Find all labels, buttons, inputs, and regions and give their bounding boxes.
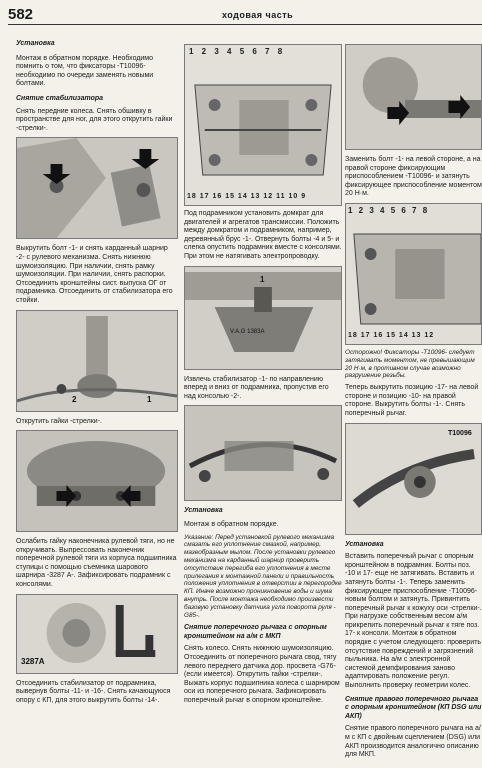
paragraph-install: Монтаж в обратном порядке. Необходимо помнить о том, что фиксаторы -T10096- необходимо по очереди заменять новыми болтами. <box>16 54 154 88</box>
page-header <box>0 0 482 30</box>
paragraph-unscrew-positions: Теперь выкрутить позицию -17- на левой стороне и позицию -10- на правой стороне. Выкрутить болты -1-. Снять поперечный рычаг. <box>345 384 479 417</box>
figure-footwell <box>16 137 178 239</box>
column-1 <box>16 30 178 768</box>
tool-label-3287a: 3287A <box>21 656 45 666</box>
paragraph-extract-stabilizer: Извлечь стабилизатор -1- по направлению вперед и вниз от подрамника, пропустив его над консолью -2-. <box>184 375 329 400</box>
heading-remove-stabilizer: Снятие стабилизатора <box>16 94 104 102</box>
figure-top-callouts: 1 2 3 4 5 6 7 8 <box>348 205 430 215</box>
figure-subframe-nuts <box>16 430 178 532</box>
column-2 <box>184 30 342 768</box>
paragraph-remove-stabilizer: Снять передние колеса. Снять обшивку в пространстве для ног, для этого открутить гайки -стрелки-. <box>16 107 173 132</box>
paragraph-remove-right-lever: Снятие правого поперечного рычага на а/м с КП с двойным сцеплением (DSG) или АКП производится аналогично описанию для МКП. <box>345 725 481 759</box>
note-steering-gear: Указание: Перед установкой рулевого механизма смазать его уплотнение смазкой, например, мазеобразным мылом. После установки рулевого механизма на карданный шарнир проверить отсутствие перегиба его уплотнения в месте прилегания к монтажной панели и правильность положения уплотнения в отверстии в перегородке КП. Иначе возможно проникновение воды и шума внутрь. После монтажа необходимо произвести базовую установку датчика угла поворота руля -G85-. <box>184 533 342 619</box>
figure-label-2: 2 <box>72 394 77 404</box>
figure-subframe-overview <box>184 44 342 206</box>
paragraph-install-arm: Вставить поперечный рычаг с опорным кронштейном в подрамник. Болты поз. -10 и 17- еще не затягивать. Вставить и затянуть болты -1-. Теперь заменить фиксирующее приспособление -T10096- новым болтом и затянуть. Привинтить поперечный рычаг к кожуху оси -стрелки-. При нагрузке собственным весом а/м прикрепить поперечный рычаг к тяге поз. 17- к консоли. Монтаж в обратном порядке с учетом следующего: проверить отсутствие повреждений и загрязнений пыльника. На а/м с электронной системой демпфирования заново адаптировать положение регул. Выполнить проверку геометрии колес. <box>345 553 482 690</box>
heading-install: Установка <box>345 540 384 548</box>
paragraph-jack-subframe: Под подрамником установить домкрат для двигателей и агрегатов трансмиссии. Положить между домкратом и подрамником, например, деревянный брус -1-. Отвернуть болты -4 и 5- и слегка опустить подрамник вместе с консолями. При этом не натягивать электропроводку. <box>184 210 342 260</box>
jack-tool-label: V.A.G 1383A <box>230 328 265 335</box>
column-3 <box>345 30 482 768</box>
figure-subframe-right <box>345 203 482 345</box>
figure-bottom-callouts: 18 17 16 15 14 13 12 <box>348 331 435 339</box>
figure-stabilizer-removal <box>184 405 342 501</box>
paragraph-replace-bolt: Заменить болт -1- на левой стороне, а на правой стороне фиксирующим приспособлением -T10096- и затянуть фиксирующее приспособление моментом 20 Н·м. <box>345 156 482 198</box>
figure-control-arm-fixture <box>345 44 482 150</box>
figure-label-1: 1 <box>260 274 265 284</box>
figure-label-1: 1 <box>147 394 152 404</box>
paragraph-install: Монтаж в обратном порядке. <box>184 520 279 528</box>
tool-label-t10096: T10096 <box>448 429 472 437</box>
caution-fixtures: Осторожно! Фиксаторы -T10096- следует затягивать моментом, не превышающим 20 Н·м, в противном случае возможно разрушение резьбы. <box>345 348 475 380</box>
figure-bottom-callouts: 18 17 16 15 14 13 12 11 10 9 <box>187 193 307 200</box>
header-rule <box>8 24 482 25</box>
section-title: ходовая часть <box>222 10 294 20</box>
paragraph-tie-rod: Ослабить гайку наконечника рулевой тяги, но не откручивать. Выпрессовать наконечник поперечной рулевой тяги из корпуса подшипника ступицы с помощью съемника шарового шарнира -3287 А-. Зафиксировать подрамник с консолями. <box>16 538 177 589</box>
paragraph-remove-lever-mt: Снять колесо. Снять нижнюю шумоизоляцию. Отсоединить от поперечного рычага свод, тягу левого переднего датчика дор. просвета -G76- (если имеется). Открутить гайки -стрелки-. Выжать корпус подшипника колеса с шарниром оси из поперечного рычага. Зафиксировать поперечный рычаг в опорном кронштейне. <box>184 645 340 705</box>
page-number: 582 <box>8 6 34 23</box>
heading-remove-right-lever: Снятие правого поперечного рычага с опорным кронштейном (КП DSG или АКП) <box>345 695 482 720</box>
figure-ball-joint-puller <box>16 594 178 674</box>
figure-jack-support <box>184 266 342 370</box>
figure-steering-joint <box>16 310 178 412</box>
paragraph-disconnect-stabilizer: Отсоединить стабилизатор от подрамника, вывернув болты -11- и -16-. Снять качающуюся опору с КП, для этого выкрутить болты -14-. <box>16 679 171 704</box>
paragraph-unscrew-bolt: Выкрутить болт -1- и снять карданный шарнир -2- с рулевого механизма. Снять нижнюю шумоизоляцию. При наличии, снять рамку шумоизоляции. При наличии, снять распорки. Отсоединить кронштейны сист. выпуска ОГ от подрамника. Отсоединить от стабилизатора его стойки. <box>16 245 173 304</box>
figure-control-arm-install <box>345 423 482 535</box>
heading-install: Установка <box>16 40 55 47</box>
figure-top-callouts: 1 2 3 4 5 6 7 8 <box>189 47 286 56</box>
heading-remove-lever-mt: Снятие поперечного рычага с опорным кронштейном на а/м с МКП <box>184 624 327 640</box>
heading-install: Установка <box>184 507 223 515</box>
paragraph-unscrew-nuts: Открутить гайки -стрелки-. <box>16 417 102 425</box>
